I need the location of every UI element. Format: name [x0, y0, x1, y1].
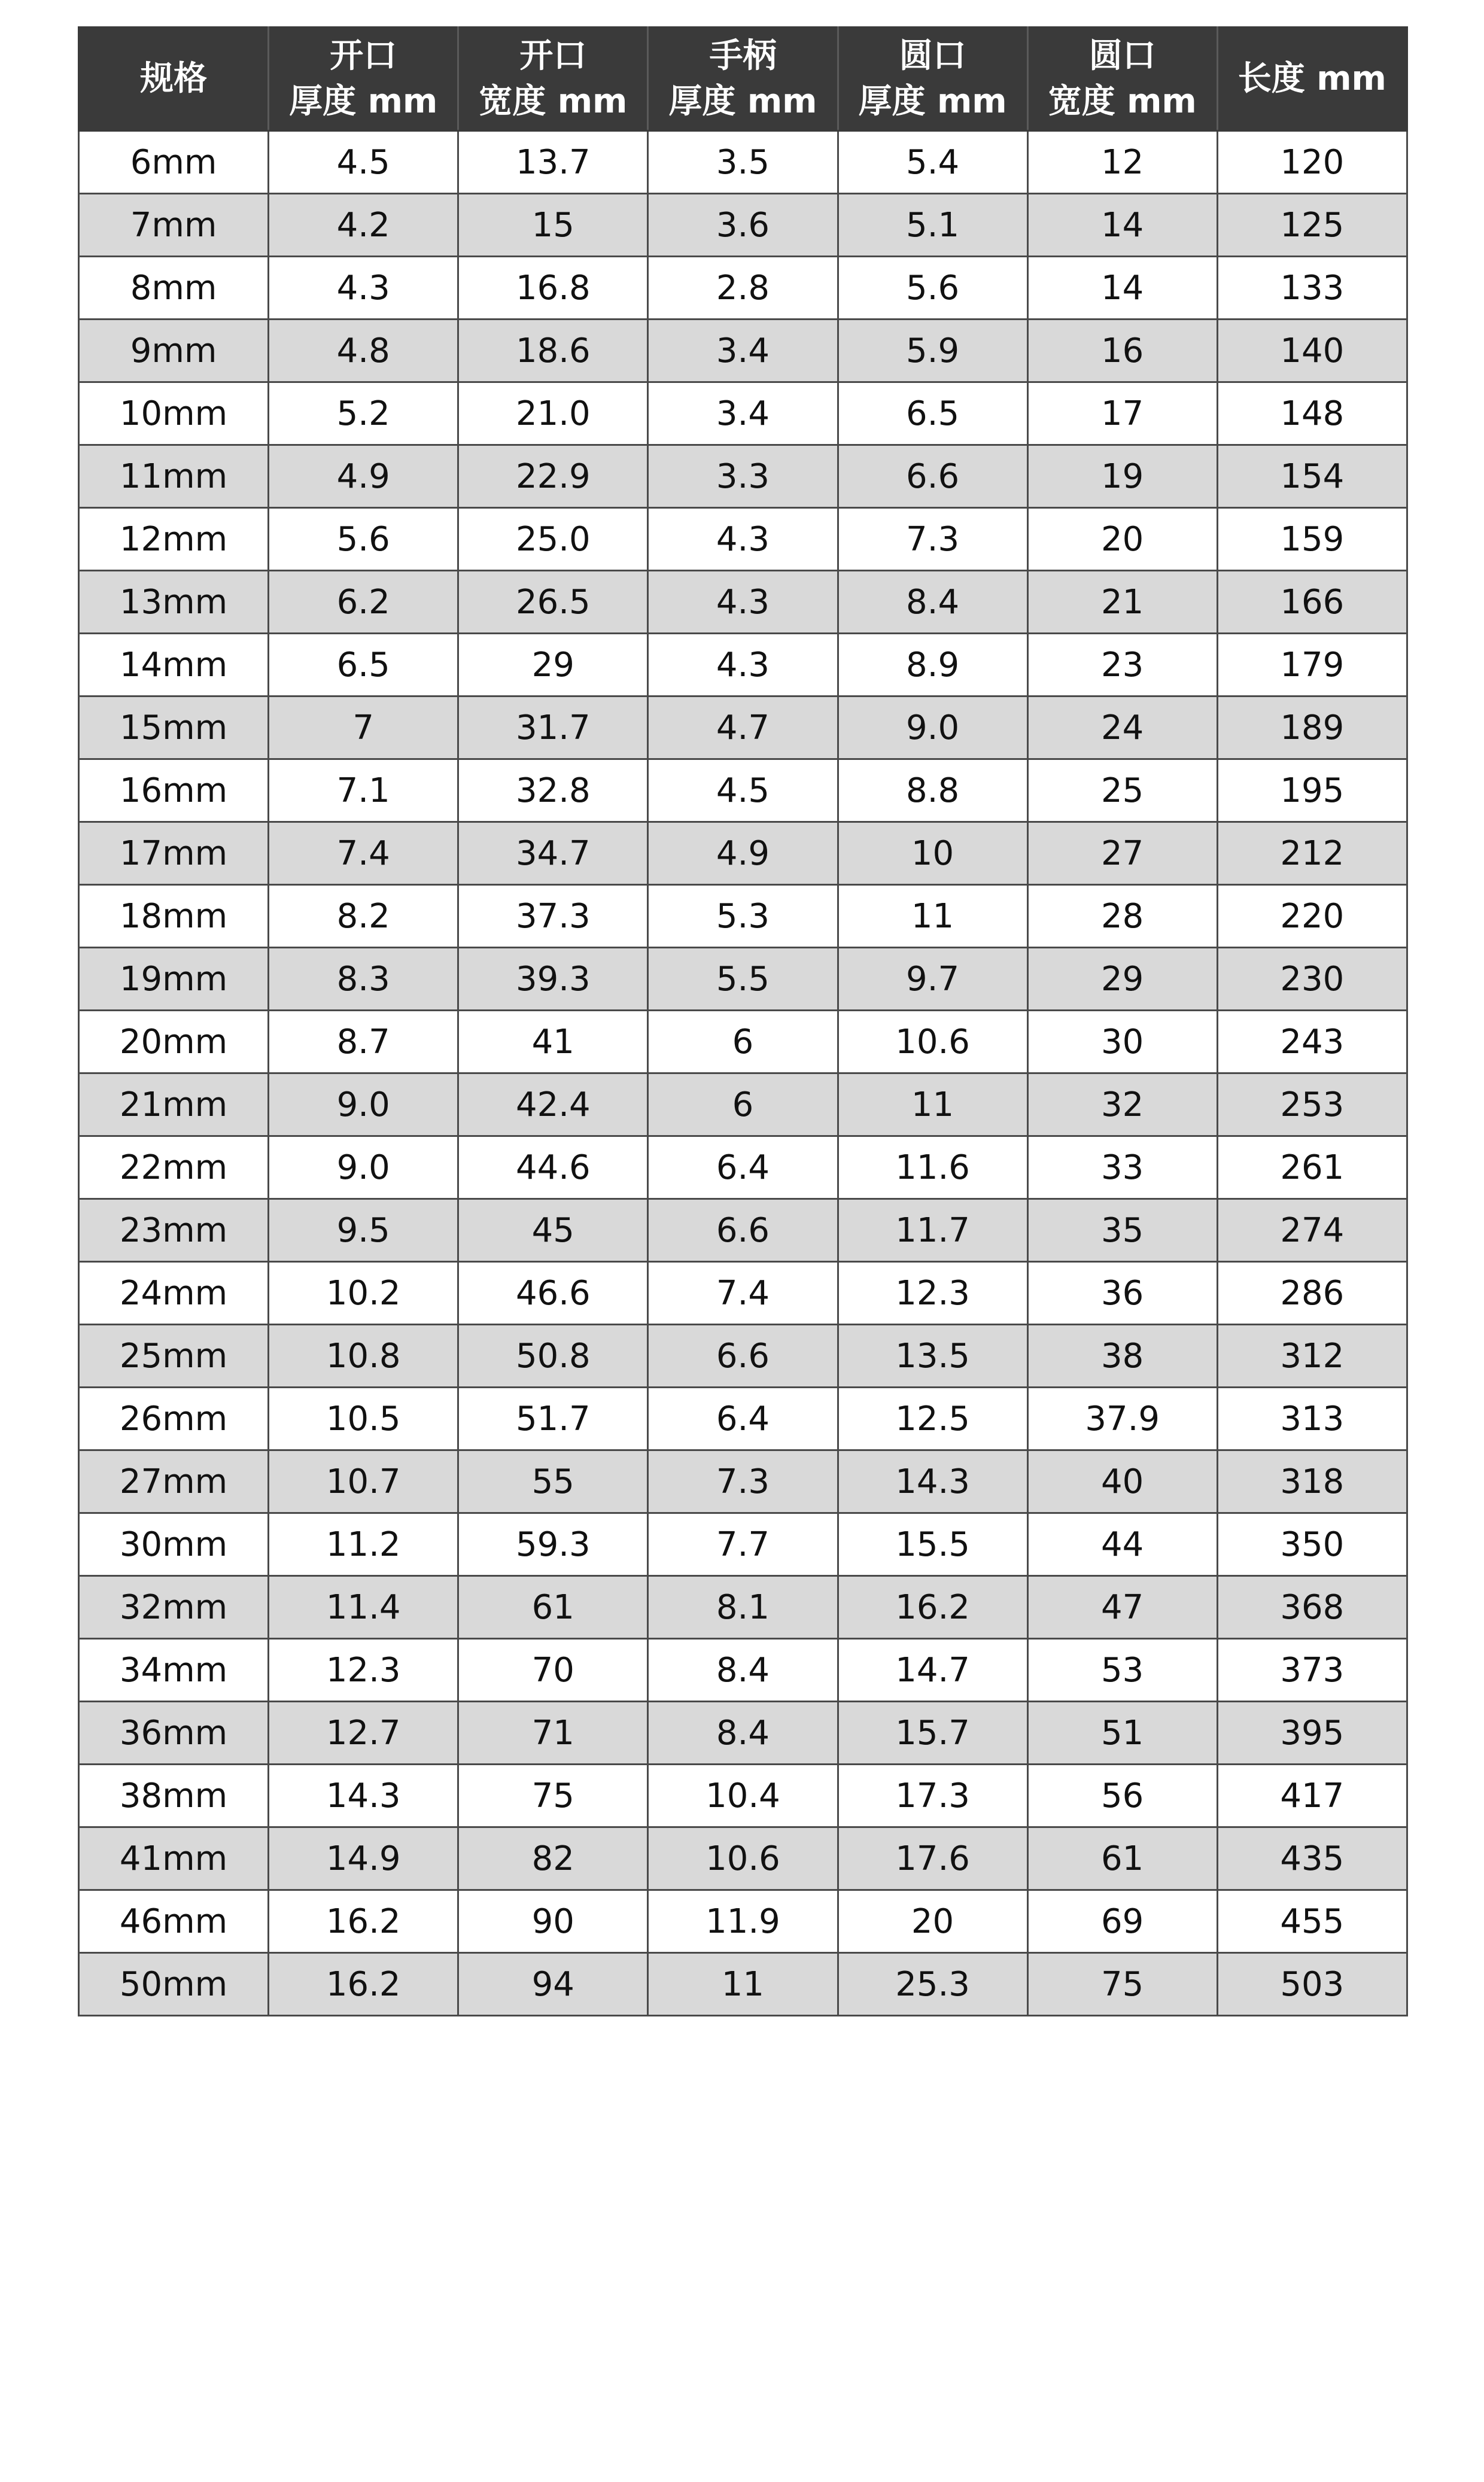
cell-ring-width: 56 — [1027, 1765, 1217, 1827]
cell-spec: 10mm — [79, 382, 269, 445]
table-row — [79, 445, 1407, 508]
cell-open-thickness: 5.2 — [269, 382, 458, 445]
header-ring-thickness — [838, 28, 1027, 131]
cell-open-thickness: 7.1 — [269, 759, 458, 822]
cell-handle-thickness: 6.6 — [648, 1199, 838, 1262]
cell-spec: 12mm — [79, 508, 269, 571]
cell-open-thickness: 4.9 — [269, 445, 458, 508]
cell-open-width: 32.8 — [458, 759, 648, 822]
cell-ring-thickness: 8.4 — [838, 571, 1027, 634]
cell-ring-thickness: 14.7 — [838, 1639, 1027, 1702]
cell-open-width: 44.6 — [458, 1136, 648, 1199]
cell-length: 368 — [1217, 1576, 1407, 1639]
cell-handle-thickness: 8.1 — [648, 1576, 838, 1639]
header-line-1: 手柄 — [709, 36, 777, 76]
cell-handle-thickness: 11.9 — [648, 1890, 838, 1953]
cell-ring-width: 21 — [1027, 571, 1217, 634]
table-row — [79, 759, 1407, 822]
cell-spec: 38mm — [79, 1765, 269, 1827]
cell-open-thickness: 7.4 — [269, 822, 458, 885]
cell-open-width: 34.7 — [458, 822, 648, 885]
cell-open-width: 21.0 — [458, 382, 648, 445]
table-row — [79, 131, 1407, 194]
cell-handle-thickness: 7.3 — [648, 1450, 838, 1513]
cell-length: 261 — [1217, 1136, 1407, 1199]
cell-spec: 8mm — [79, 257, 269, 320]
cell-ring-width: 36 — [1027, 1262, 1217, 1325]
cell-length: 179 — [1217, 634, 1407, 696]
header-spec — [79, 28, 269, 131]
cell-spec: 11mm — [79, 445, 269, 508]
header-open-thickness — [269, 28, 458, 131]
cell-length: 243 — [1217, 1011, 1407, 1073]
cell-length: 313 — [1217, 1388, 1407, 1450]
cell-length: 312 — [1217, 1325, 1407, 1388]
cell-open-thickness: 8.7 — [269, 1011, 458, 1073]
cell-open-thickness: 11.4 — [269, 1576, 458, 1639]
cell-ring-width: 75 — [1027, 1953, 1217, 2016]
cell-length: 395 — [1217, 1702, 1407, 1765]
table-row — [79, 1325, 1407, 1388]
cell-open-width: 15 — [458, 194, 648, 257]
table-header-row — [79, 28, 1407, 131]
cell-spec: 17mm — [79, 822, 269, 885]
cell-handle-thickness: 5.3 — [648, 885, 838, 948]
cell-open-width: 82 — [458, 1827, 648, 1890]
cell-ring-width: 14 — [1027, 194, 1217, 257]
cell-length: 230 — [1217, 948, 1407, 1011]
cell-ring-thickness: 15.5 — [838, 1513, 1027, 1576]
cell-open-thickness: 8.2 — [269, 885, 458, 948]
cell-spec: 46mm — [79, 1890, 269, 1953]
cell-handle-thickness: 2.8 — [648, 257, 838, 320]
cell-length: 274 — [1217, 1199, 1407, 1262]
cell-ring-thickness: 6.6 — [838, 445, 1027, 508]
table-row — [79, 1639, 1407, 1702]
cell-open-width: 61 — [458, 1576, 648, 1639]
cell-ring-width: 14 — [1027, 257, 1217, 320]
cell-spec: 20mm — [79, 1011, 269, 1073]
cell-ring-thickness: 16.2 — [838, 1576, 1027, 1639]
cell-open-width: 59.3 — [458, 1513, 648, 1576]
cell-ring-thickness: 8.8 — [838, 759, 1027, 822]
cell-handle-thickness: 3.5 — [648, 131, 838, 194]
cell-open-thickness: 4.3 — [269, 257, 458, 320]
table-row — [79, 1199, 1407, 1262]
cell-open-width: 26.5 — [458, 571, 648, 634]
cell-open-thickness: 14.9 — [269, 1827, 458, 1890]
cell-open-thickness: 9.0 — [269, 1073, 458, 1136]
cell-ring-thickness: 10.6 — [838, 1011, 1027, 1073]
cell-length: 435 — [1217, 1827, 1407, 1890]
cell-length: 253 — [1217, 1073, 1407, 1136]
cell-spec: 16mm — [79, 759, 269, 822]
cell-ring-thickness: 12.3 — [838, 1262, 1027, 1325]
cell-length: 133 — [1217, 257, 1407, 320]
cell-spec: 18mm — [79, 885, 269, 948]
cell-ring-thickness: 14.3 — [838, 1450, 1027, 1513]
cell-open-thickness: 6.2 — [269, 571, 458, 634]
cell-ring-width: 53 — [1027, 1639, 1217, 1702]
table-row — [79, 1388, 1407, 1450]
table-row — [79, 885, 1407, 948]
table-row — [79, 257, 1407, 320]
cell-ring-thickness: 5.4 — [838, 131, 1027, 194]
cell-handle-thickness: 4.7 — [648, 696, 838, 759]
cell-ring-width: 30 — [1027, 1011, 1217, 1073]
cell-spec: 30mm — [79, 1513, 269, 1576]
cell-handle-thickness: 4.3 — [648, 634, 838, 696]
cell-ring-width: 51 — [1027, 1702, 1217, 1765]
cell-handle-thickness: 4.5 — [648, 759, 838, 822]
cell-spec: 21mm — [79, 1073, 269, 1136]
cell-open-thickness: 10.2 — [269, 1262, 458, 1325]
cell-open-width: 90 — [458, 1890, 648, 1953]
cell-open-thickness: 5.6 — [269, 508, 458, 571]
cell-ring-thickness: 17.6 — [838, 1827, 1027, 1890]
cell-ring-thickness: 11 — [838, 1073, 1027, 1136]
cell-ring-thickness: 25.3 — [838, 1953, 1027, 2016]
cell-length: 318 — [1217, 1450, 1407, 1513]
cell-open-thickness: 10.7 — [269, 1450, 458, 1513]
table-row — [79, 1513, 1407, 1576]
table-row — [79, 1827, 1407, 1890]
cell-open-thickness: 9.0 — [269, 1136, 458, 1199]
cell-open-width: 25.0 — [458, 508, 648, 571]
cell-length: 286 — [1217, 1262, 1407, 1325]
cell-length: 417 — [1217, 1765, 1407, 1827]
cell-handle-thickness: 8.4 — [648, 1639, 838, 1702]
cell-handle-thickness: 6 — [648, 1073, 838, 1136]
header-line-2: 厚度 mm — [289, 82, 438, 121]
cell-spec: 7mm — [79, 194, 269, 257]
cell-ring-width: 38 — [1027, 1325, 1217, 1388]
cell-spec: 24mm — [79, 1262, 269, 1325]
cell-ring-thickness: 5.6 — [838, 257, 1027, 320]
cell-ring-width: 23 — [1027, 634, 1217, 696]
cell-ring-width: 20 — [1027, 508, 1217, 571]
cell-length: 373 — [1217, 1639, 1407, 1702]
header-line-1: 开口 — [330, 36, 397, 76]
cell-spec: 14mm — [79, 634, 269, 696]
cell-spec: 25mm — [79, 1325, 269, 1388]
cell-open-width: 41 — [458, 1011, 648, 1073]
table-row — [79, 1262, 1407, 1325]
cell-open-thickness: 6.5 — [269, 634, 458, 696]
cell-ring-width: 40 — [1027, 1450, 1217, 1513]
cell-length: 120 — [1217, 131, 1407, 194]
header-open-width — [458, 28, 648, 131]
cell-spec: 32mm — [79, 1576, 269, 1639]
cell-ring-width: 47 — [1027, 1576, 1217, 1639]
cell-spec: 27mm — [79, 1450, 269, 1513]
cell-open-thickness: 7 — [269, 696, 458, 759]
cell-handle-thickness: 7.7 — [648, 1513, 838, 1576]
cell-ring-width: 16 — [1027, 320, 1217, 382]
cell-handle-thickness: 7.4 — [648, 1262, 838, 1325]
cell-open-width: 16.8 — [458, 257, 648, 320]
cell-open-thickness: 16.2 — [269, 1890, 458, 1953]
header-handle-thickness — [648, 28, 838, 131]
cell-open-width: 22.9 — [458, 445, 648, 508]
header-line-2: 宽度 mm — [1048, 82, 1197, 121]
table-row — [79, 1136, 1407, 1199]
spec-table — [78, 26, 1408, 2016]
table-row — [79, 194, 1407, 257]
cell-open-width: 42.4 — [458, 1073, 648, 1136]
cell-ring-thickness: 5.9 — [838, 320, 1027, 382]
cell-length: 455 — [1217, 1890, 1407, 1953]
cell-ring-thickness: 9.7 — [838, 948, 1027, 1011]
table-body — [79, 131, 1407, 2016]
cell-handle-thickness: 6 — [648, 1011, 838, 1073]
cell-ring-thickness: 11.7 — [838, 1199, 1027, 1262]
cell-ring-thickness: 8.9 — [838, 634, 1027, 696]
cell-length: 154 — [1217, 445, 1407, 508]
cell-ring-width: 32 — [1027, 1073, 1217, 1136]
cell-open-width: 70 — [458, 1639, 648, 1702]
cell-length: 159 — [1217, 508, 1407, 571]
cell-handle-thickness: 4.3 — [648, 571, 838, 634]
cell-handle-thickness: 3.4 — [648, 382, 838, 445]
cell-ring-width: 37.9 — [1027, 1388, 1217, 1450]
header-line-1: 圆口 — [899, 36, 966, 76]
header-line-1: 规格 — [140, 59, 208, 99]
cell-ring-thickness: 10 — [838, 822, 1027, 885]
cell-open-width: 51.7 — [458, 1388, 648, 1450]
cell-open-thickness: 16.2 — [269, 1953, 458, 2016]
cell-ring-width: 29 — [1027, 948, 1217, 1011]
cell-length: 166 — [1217, 571, 1407, 634]
cell-handle-thickness: 6.4 — [648, 1136, 838, 1199]
cell-open-width: 45 — [458, 1199, 648, 1262]
cell-open-thickness: 10.5 — [269, 1388, 458, 1450]
cell-handle-thickness: 3.3 — [648, 445, 838, 508]
cell-ring-thickness: 12.5 — [838, 1388, 1027, 1450]
cell-handle-thickness: 6.6 — [648, 1325, 838, 1388]
cell-spec: 23mm — [79, 1199, 269, 1262]
cell-ring-width: 28 — [1027, 885, 1217, 948]
cell-ring-thickness: 20 — [838, 1890, 1027, 1953]
cell-open-width: 75 — [458, 1765, 648, 1827]
cell-handle-thickness: 4.3 — [648, 508, 838, 571]
cell-spec: 22mm — [79, 1136, 269, 1199]
table-row — [79, 1576, 1407, 1639]
cell-spec: 15mm — [79, 696, 269, 759]
cell-ring-width: 25 — [1027, 759, 1217, 822]
table-row — [79, 1073, 1407, 1136]
header-line-2: 厚度 mm — [668, 82, 817, 121]
cell-open-width: 71 — [458, 1702, 648, 1765]
cell-open-width: 50.8 — [458, 1325, 648, 1388]
cell-ring-width: 24 — [1027, 696, 1217, 759]
cell-open-width: 31.7 — [458, 696, 648, 759]
cell-ring-thickness: 11 — [838, 885, 1027, 948]
cell-length: 503 — [1217, 1953, 1407, 2016]
cell-ring-width: 12 — [1027, 131, 1217, 194]
cell-open-thickness: 14.3 — [269, 1765, 458, 1827]
table-row — [79, 320, 1407, 382]
cell-open-width: 94 — [458, 1953, 648, 2016]
table-row — [79, 1011, 1407, 1073]
cell-open-width: 13.7 — [458, 131, 648, 194]
table-row — [79, 696, 1407, 759]
cell-open-width: 18.6 — [458, 320, 648, 382]
header-length — [1217, 28, 1407, 131]
cell-handle-thickness: 8.4 — [648, 1702, 838, 1765]
cell-open-width: 46.6 — [458, 1262, 648, 1325]
cell-length: 140 — [1217, 320, 1407, 382]
cell-ring-thickness: 9.0 — [838, 696, 1027, 759]
cell-spec: 19mm — [79, 948, 269, 1011]
table-row — [79, 1765, 1407, 1827]
cell-ring-thickness: 6.5 — [838, 382, 1027, 445]
cell-open-thickness: 4.8 — [269, 320, 458, 382]
cell-ring-thickness: 7.3 — [838, 508, 1027, 571]
table-row — [79, 1890, 1407, 1953]
cell-spec: 13mm — [79, 571, 269, 634]
cell-spec: 41mm — [79, 1827, 269, 1890]
cell-ring-width: 33 — [1027, 1136, 1217, 1199]
cell-length: 125 — [1217, 194, 1407, 257]
cell-length: 220 — [1217, 885, 1407, 948]
cell-length: 212 — [1217, 822, 1407, 885]
cell-ring-width: 61 — [1027, 1827, 1217, 1890]
cell-ring-width: 44 — [1027, 1513, 1217, 1576]
header-line-1: 开口 — [519, 36, 587, 76]
cell-ring-thickness: 15.7 — [838, 1702, 1027, 1765]
cell-open-thickness: 9.5 — [269, 1199, 458, 1262]
header-line-1: 圆口 — [1088, 36, 1156, 76]
cell-length: 350 — [1217, 1513, 1407, 1576]
cell-open-thickness: 10.8 — [269, 1325, 458, 1388]
table-row — [79, 948, 1407, 1011]
cell-handle-thickness: 6.4 — [648, 1388, 838, 1450]
table-row — [79, 1702, 1407, 1765]
cell-spec: 6mm — [79, 131, 269, 194]
cell-spec: 26mm — [79, 1388, 269, 1450]
header-line-1: 长度 mm — [1237, 59, 1386, 99]
table-row — [79, 1953, 1407, 2016]
cell-handle-thickness: 10.4 — [648, 1765, 838, 1827]
table-row — [79, 382, 1407, 445]
cell-ring-width: 19 — [1027, 445, 1217, 508]
cell-ring-width: 35 — [1027, 1199, 1217, 1262]
cell-handle-thickness: 10.6 — [648, 1827, 838, 1890]
table-row — [79, 1450, 1407, 1513]
cell-ring-width: 69 — [1027, 1890, 1217, 1953]
cell-ring-thickness: 17.3 — [838, 1765, 1027, 1827]
cell-open-width: 37.3 — [458, 885, 648, 948]
cell-ring-thickness: 13.5 — [838, 1325, 1027, 1388]
header-line-2: 宽度 mm — [479, 82, 628, 121]
cell-open-thickness: 12.7 — [269, 1702, 458, 1765]
cell-open-width: 29 — [458, 634, 648, 696]
cell-length: 195 — [1217, 759, 1407, 822]
cell-handle-thickness: 3.4 — [648, 320, 838, 382]
cell-open-thickness: 8.3 — [269, 948, 458, 1011]
cell-spec: 50mm — [79, 1953, 269, 2016]
cell-open-width: 39.3 — [458, 948, 648, 1011]
cell-open-thickness: 11.2 — [269, 1513, 458, 1576]
cell-open-thickness: 4.2 — [269, 194, 458, 257]
cell-ring-thickness: 11.6 — [838, 1136, 1027, 1199]
cell-handle-thickness: 11 — [648, 1953, 838, 2016]
cell-open-thickness: 4.5 — [269, 131, 458, 194]
cell-open-thickness: 12.3 — [269, 1639, 458, 1702]
cell-spec: 36mm — [79, 1702, 269, 1765]
cell-length: 148 — [1217, 382, 1407, 445]
cell-ring-width: 27 — [1027, 822, 1217, 885]
table-row — [79, 571, 1407, 634]
cell-ring-width: 17 — [1027, 382, 1217, 445]
cell-handle-thickness: 3.6 — [648, 194, 838, 257]
cell-spec: 9mm — [79, 320, 269, 382]
cell-spec: 34mm — [79, 1639, 269, 1702]
cell-handle-thickness: 5.5 — [648, 948, 838, 1011]
table-row — [79, 634, 1407, 696]
table-row — [79, 508, 1407, 571]
cell-length: 189 — [1217, 696, 1407, 759]
cell-ring-thickness: 5.1 — [838, 194, 1027, 257]
cell-open-width: 55 — [458, 1450, 648, 1513]
cell-handle-thickness: 4.9 — [648, 822, 838, 885]
table-row — [79, 822, 1407, 885]
header-line-2: 厚度 mm — [858, 82, 1007, 121]
header-ring-width — [1027, 28, 1217, 131]
